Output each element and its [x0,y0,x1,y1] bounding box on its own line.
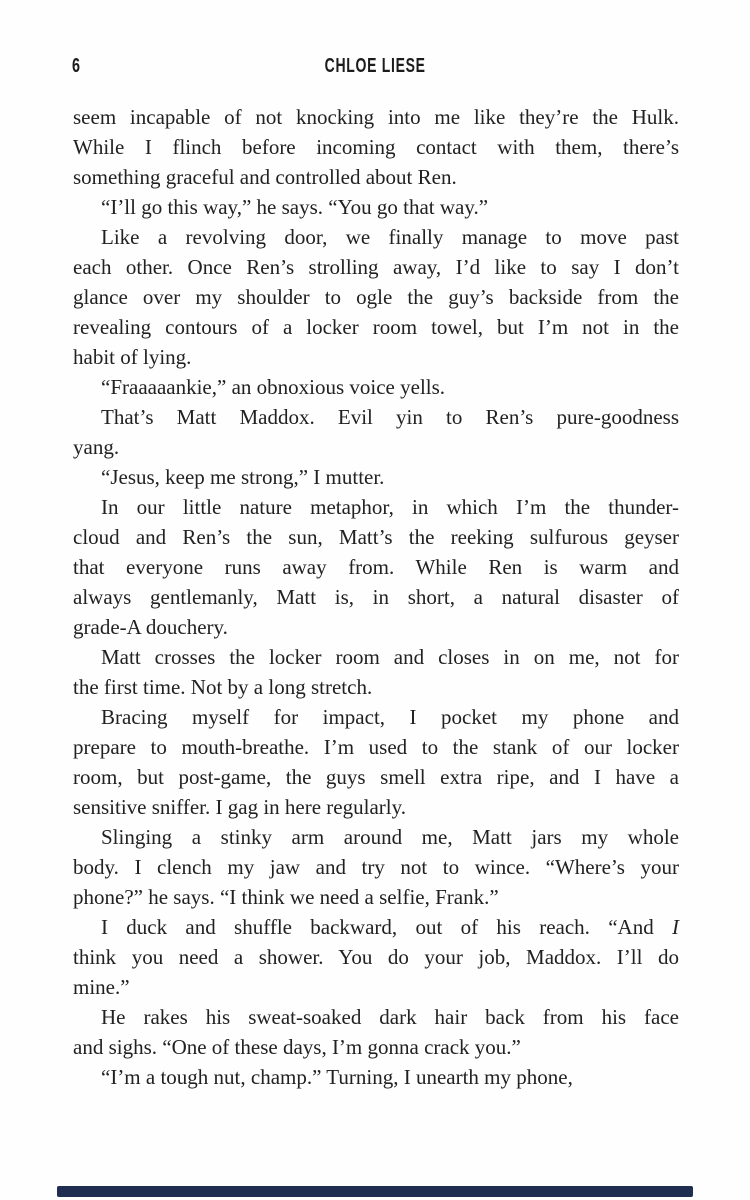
page-number: 6 [72,55,81,77]
text-line [73,1062,679,1092]
text-run: “Jesus, keep me strong,” I mutter. [101,465,385,489]
text-line [73,192,679,222]
text-line [73,852,679,882]
text-line [73,822,679,852]
text-run: I duck and shuffle backward, out of his reach. “And [101,915,672,939]
text-line [73,672,679,702]
text-run: “Fraaaaankie,” an obnoxious voice yells. [101,375,446,399]
text-line [73,942,679,972]
text-line [73,102,679,132]
text-run: prepare to mouth-breathe. I’m used to the stank of our locker [73,735,679,759]
text-run: Slinging a stinky arm around me, Matt jars my whole [101,825,679,849]
text-run: something graceful and controlled about Ren. [73,165,457,189]
text-run: cloud and Ren’s the sun, Matt’s the reeking sulfurous geyser [73,525,679,549]
text-run: that everyone runs away from. While Ren is warm and [73,555,679,579]
text-line [73,342,679,372]
text-line [73,1002,679,1032]
text-run: While I flinch before incoming contact with them, there’s [73,135,679,159]
text-line [73,132,679,162]
running-header: CHLOE LIESE [324,55,426,77]
text-line [73,702,679,732]
text-line [73,462,679,492]
text-run: think you need a shower. You do your job, Maddox. I’ll do [73,945,679,969]
text-run: always gentlemanly, Matt is, in short, a natural disaster of [73,585,679,609]
text-run: Matt crosses the locker room and closes in on me, not for [101,645,679,669]
text-run: yang. [73,435,120,459]
text-run: “I’ll go this way,” he says. “You go that way.” [101,195,489,219]
text-run: glance over my shoulder to ogle the guy’s backside from the [73,285,679,309]
text-line [73,912,679,942]
text-run: That’s Matt Maddox. Evil yin to Ren’s pure-goodness [101,405,679,429]
body-text [73,102,679,1092]
running-header-wrap [72,55,678,78]
text-run: In our little nature metaphor, in which I’m the thunder- [101,495,679,519]
text-run: He rakes his sweat-soaked dark hair back from his face [101,1005,679,1029]
text-run: and sighs. “One of these days, I’m gonna crack you.” [73,1035,521,1059]
text-run: Bracing myself for impact, I pocket my phone and [101,705,679,729]
text-run: mine.” [73,975,130,999]
text-line [73,762,679,792]
text-line [73,882,679,912]
text-line [73,252,679,282]
text-line [73,642,679,672]
text-line [73,552,679,582]
text-line [73,582,679,612]
text-line [73,1032,679,1062]
text-run: each other. Once Ren’s strolling away, I’d like to say I don’t [73,255,679,279]
text-run: sensitive sniffer. I gag in here regularly. [73,795,406,819]
text-run: grade-A douchery. [73,615,228,639]
text-run: seem incapable of not knocking into me like they’re the Hulk. [73,105,679,129]
text-line [73,222,679,252]
text-line [73,282,679,312]
page-header [72,55,678,77]
text-line [73,972,679,1002]
text-run: habit of lying. [73,345,192,369]
bottom-progress-bar[interactable] [57,1186,693,1197]
text-run: body. I clench my jaw and try not to wince. “Where’s your [73,855,679,879]
text-run: “I’m a tough nut, champ.” Turning, I unearth my phone, [101,1065,573,1089]
text-line [73,732,679,762]
text-line [73,612,679,642]
text-run: phone?” he says. “I think we need a selfie, Frank.” [73,885,499,909]
text-line [73,522,679,552]
text-run: revealing contours of a locker room towel, but I’m not in the [73,315,679,339]
text-line [73,372,679,402]
text-line [73,792,679,822]
text-line [73,312,679,342]
text-run: Like a revolving door, we finally manage to move past [101,225,679,249]
text-run: room, but post-game, the guys smell extra ripe, and I have a [73,765,679,789]
text-line [73,492,679,522]
text-run: I [672,915,679,939]
text-line [73,162,679,192]
text-line [73,402,679,432]
text-run: the first time. Not by a long stretch. [73,675,373,699]
text-line [73,432,679,462]
